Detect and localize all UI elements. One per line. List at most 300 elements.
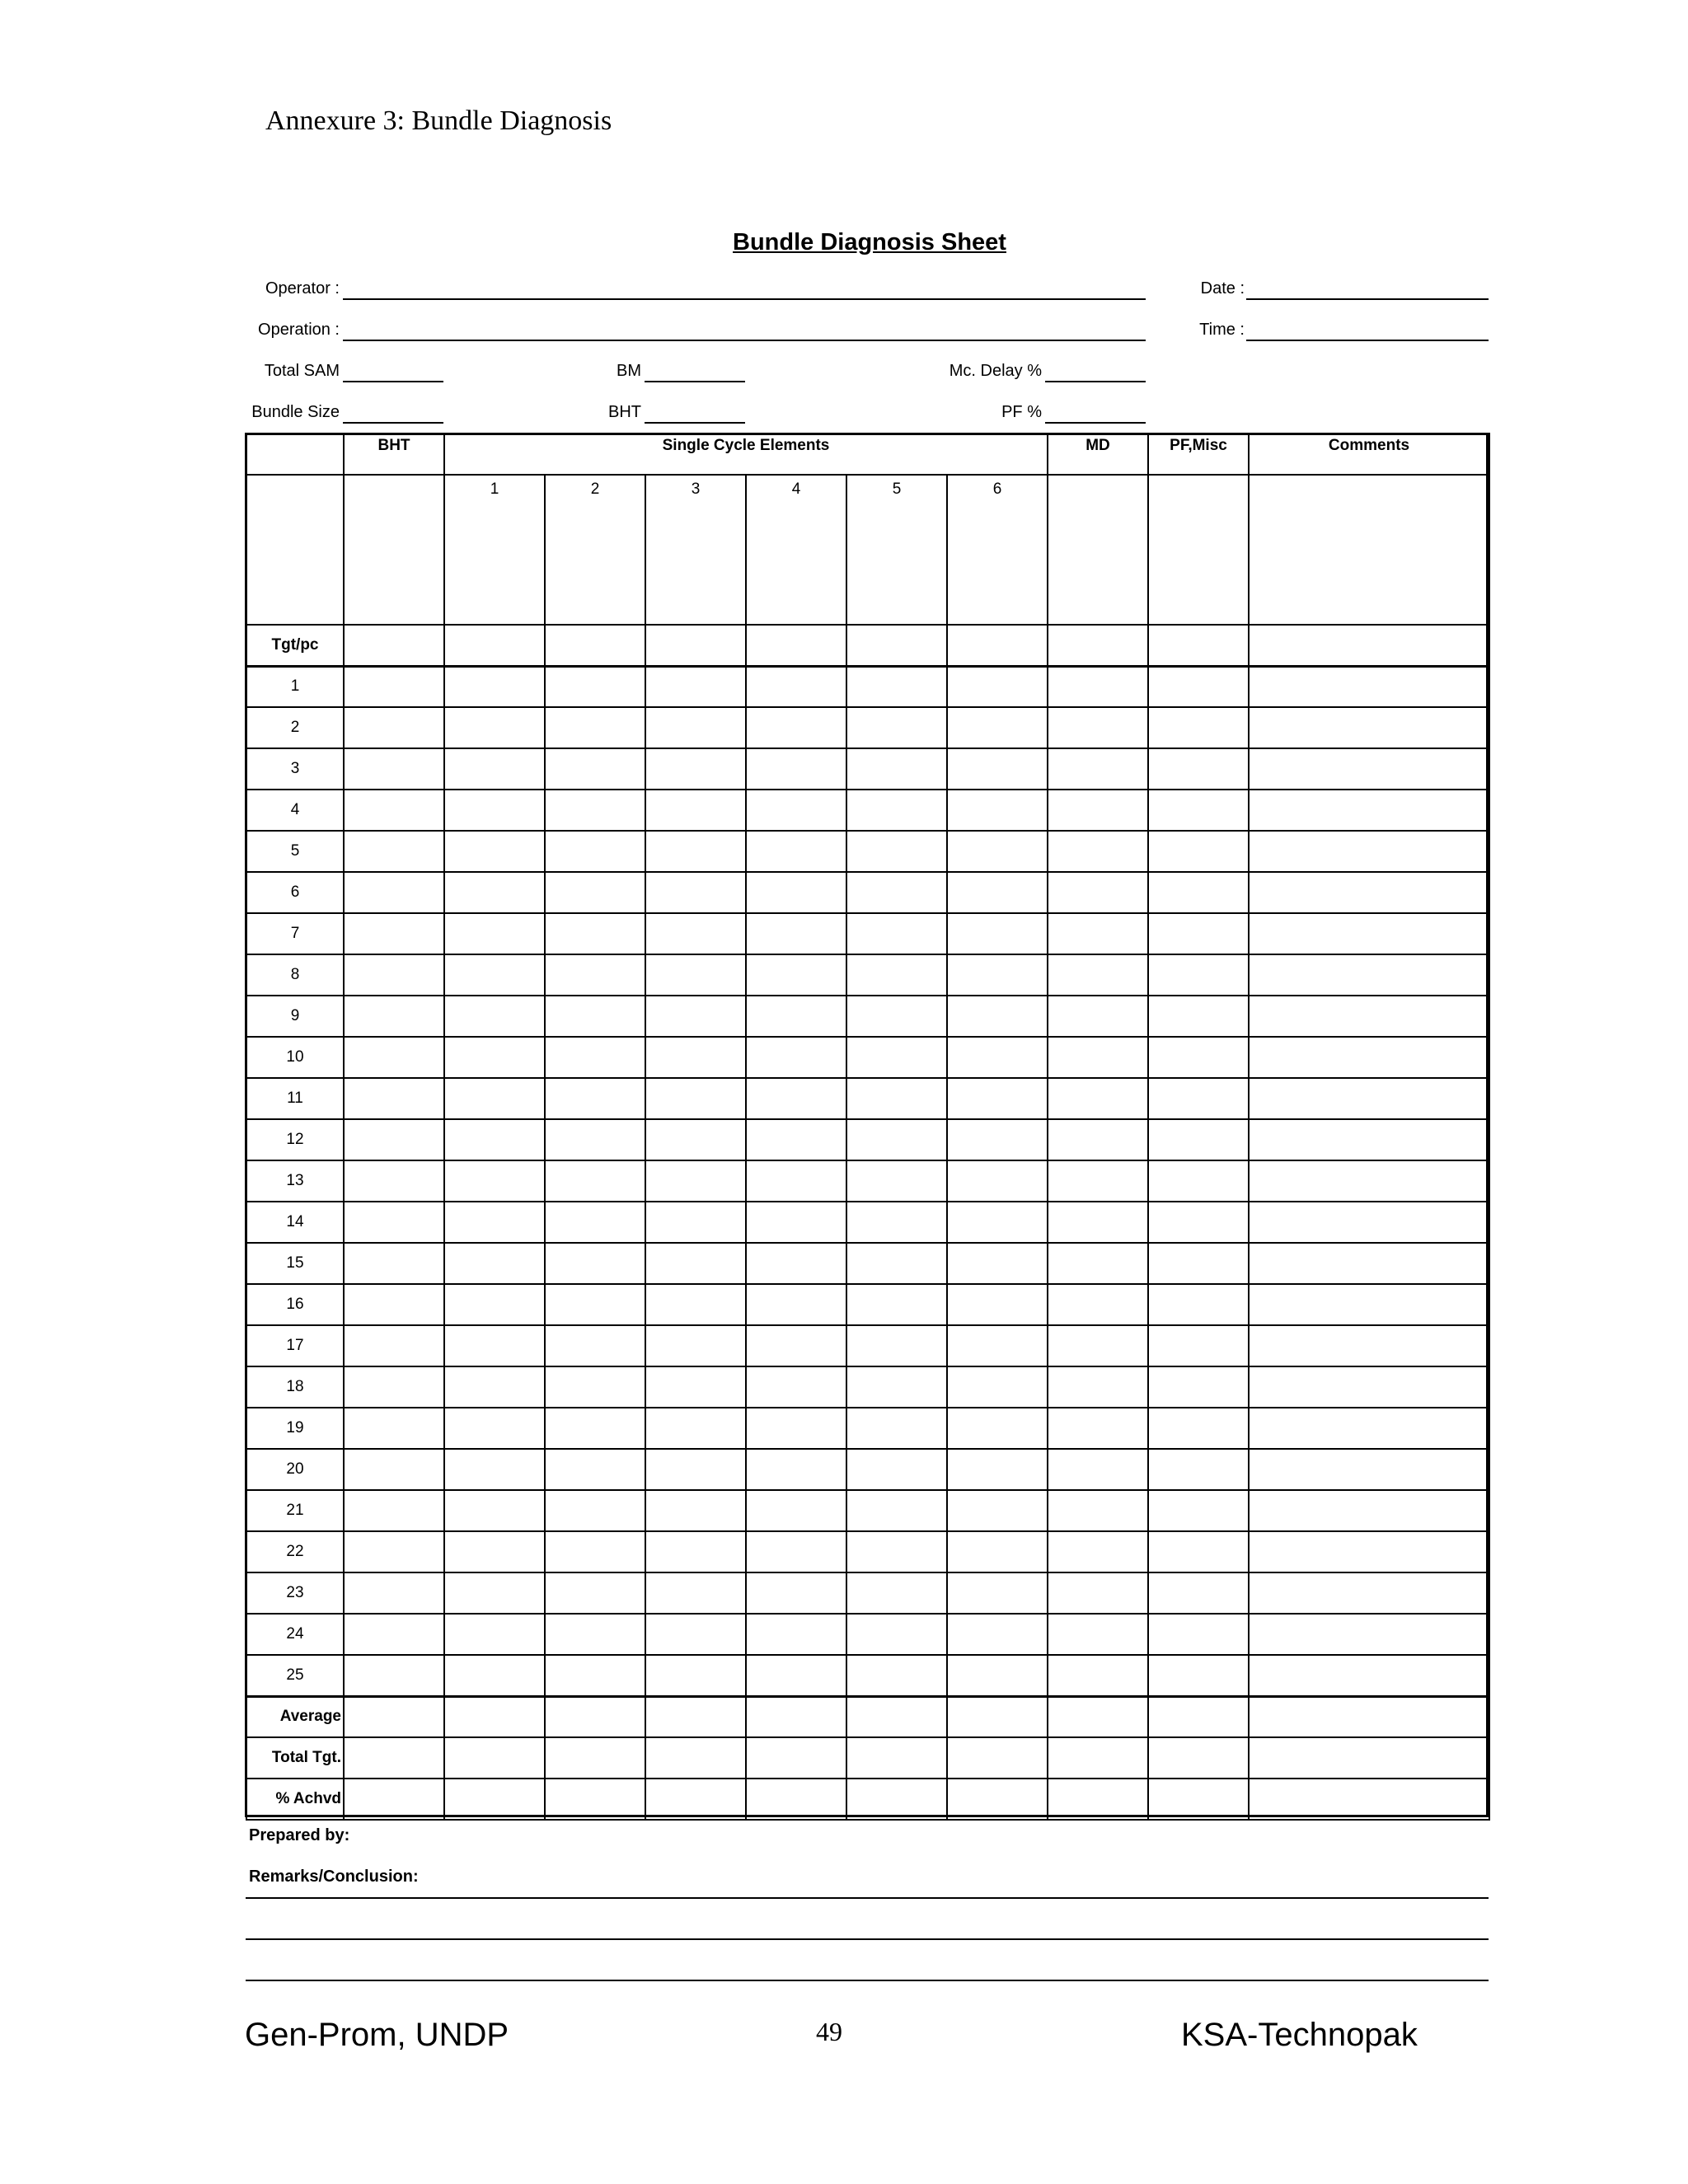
entry-cell[interactable] [645, 872, 746, 913]
entry-cell[interactable] [545, 1696, 645, 1737]
entry-cell[interactable] [746, 790, 846, 831]
entry-cell[interactable] [545, 1490, 645, 1531]
entry-cell[interactable] [1148, 1119, 1249, 1160]
entry-cell[interactable] [1148, 1202, 1249, 1243]
entry-cell[interactable] [444, 1037, 545, 1078]
target-cell[interactable] [746, 625, 846, 666]
entry-cell[interactable] [1249, 1490, 1489, 1531]
entry-cell[interactable] [1148, 1572, 1249, 1614]
entry-cell[interactable] [947, 790, 1048, 831]
entry-cell[interactable] [645, 1696, 746, 1737]
entry-cell[interactable] [846, 1284, 947, 1325]
entry-cell[interactable] [645, 954, 746, 996]
entry-cell[interactable] [344, 1366, 444, 1408]
target-cell[interactable] [545, 625, 645, 666]
entry-cell[interactable] [645, 1284, 746, 1325]
entry-cell[interactable] [444, 1572, 545, 1614]
entry-cell[interactable] [545, 954, 645, 996]
entry-cell[interactable] [1148, 790, 1249, 831]
entry-cell[interactable] [947, 1078, 1048, 1119]
entry-cell[interactable] [444, 1449, 545, 1490]
entry-cell[interactable] [1249, 1078, 1489, 1119]
entry-cell[interactable] [1148, 1408, 1249, 1449]
entry-cell[interactable] [344, 1655, 444, 1696]
entry-cell[interactable] [746, 748, 846, 790]
entry-cell[interactable] [545, 1737, 645, 1779]
entry-cell[interactable] [846, 1119, 947, 1160]
entry-cell[interactable] [344, 1449, 444, 1490]
entry-cell[interactable] [846, 1531, 947, 1572]
entry-cell[interactable] [1148, 1737, 1249, 1779]
entry-cell[interactable] [1249, 1284, 1489, 1325]
entry-cell[interactable] [545, 1655, 645, 1696]
entry-cell[interactable] [444, 790, 545, 831]
entry-cell[interactable] [344, 1160, 444, 1202]
entry-cell[interactable] [1148, 1779, 1249, 1820]
entry-cell[interactable] [645, 748, 746, 790]
entry-cell[interactable] [344, 1531, 444, 1572]
entry-cell[interactable] [645, 1202, 746, 1243]
entry-cell[interactable] [846, 1737, 947, 1779]
entry-cell[interactable] [947, 913, 1048, 954]
entry-cell[interactable] [1048, 666, 1148, 707]
entry-cell[interactable] [846, 1366, 947, 1408]
entry-cell[interactable] [1048, 1078, 1148, 1119]
entry-cell[interactable] [1148, 831, 1249, 872]
entry-cell[interactable] [444, 666, 545, 707]
entry-cell[interactable] [947, 1037, 1048, 1078]
entry-cell[interactable] [746, 707, 846, 748]
md-desc-cell[interactable] [1048, 475, 1148, 625]
entry-cell[interactable] [1249, 1366, 1489, 1408]
entry-cell[interactable] [1048, 1243, 1148, 1284]
entry-cell[interactable] [846, 1037, 947, 1078]
element-number[interactable]: 4 [746, 475, 846, 625]
entry-cell[interactable] [1148, 996, 1249, 1037]
entry-cell[interactable] [846, 1160, 947, 1202]
entry-cell[interactable] [545, 1037, 645, 1078]
entry-cell[interactable] [947, 1408, 1048, 1449]
entry-cell[interactable] [846, 1078, 947, 1119]
entry-cell[interactable] [645, 1531, 746, 1572]
entry-cell[interactable] [846, 872, 947, 913]
entry-cell[interactable] [1048, 1449, 1148, 1490]
entry-cell[interactable] [846, 790, 947, 831]
entry-cell[interactable] [545, 1449, 645, 1490]
entry-cell[interactable] [947, 872, 1048, 913]
entry-cell[interactable] [947, 1572, 1048, 1614]
entry-cell[interactable] [344, 1490, 444, 1531]
entry-cell[interactable] [1249, 954, 1489, 996]
entry-cell[interactable] [746, 1202, 846, 1243]
entry-cell[interactable] [545, 1531, 645, 1572]
entry-cell[interactable] [545, 1078, 645, 1119]
entry-cell[interactable] [545, 707, 645, 748]
entry-cell[interactable] [1048, 1284, 1148, 1325]
entry-cell[interactable] [645, 790, 746, 831]
entry-cell[interactable] [947, 1119, 1048, 1160]
entry-cell[interactable] [545, 831, 645, 872]
entry-cell[interactable] [746, 1779, 846, 1820]
entry-cell[interactable] [746, 1325, 846, 1366]
entry-cell[interactable] [947, 1779, 1048, 1820]
entry-cell[interactable] [1249, 666, 1489, 707]
entry-cell[interactable] [947, 1449, 1048, 1490]
entry-cell[interactable] [1249, 1408, 1489, 1449]
entry-cell[interactable] [846, 1490, 947, 1531]
element-number[interactable]: 3 [645, 475, 746, 625]
entry-cell[interactable] [344, 666, 444, 707]
entry-cell[interactable] [1048, 996, 1148, 1037]
mc-delay-field[interactable] [1045, 381, 1146, 382]
entry-cell[interactable] [947, 954, 1048, 996]
entry-cell[interactable] [645, 1325, 746, 1366]
entry-cell[interactable] [1148, 1325, 1249, 1366]
entry-cell[interactable] [545, 790, 645, 831]
pf-field[interactable] [1045, 422, 1146, 424]
entry-cell[interactable] [1048, 1408, 1148, 1449]
entry-cell[interactable] [1148, 1243, 1249, 1284]
entry-cell[interactable] [645, 831, 746, 872]
target-cell[interactable] [444, 625, 545, 666]
entry-cell[interactable] [444, 831, 545, 872]
entry-cell[interactable] [746, 1614, 846, 1655]
element-number[interactable]: 1 [444, 475, 545, 625]
entry-cell[interactable] [1048, 790, 1148, 831]
entry-cell[interactable] [1249, 1572, 1489, 1614]
entry-cell[interactable] [1048, 1737, 1148, 1779]
entry-cell[interactable] [1048, 831, 1148, 872]
bundle-size-field[interactable] [343, 422, 443, 424]
entry-cell[interactable] [846, 1449, 947, 1490]
entry-cell[interactable] [444, 913, 545, 954]
entry-cell[interactable] [1148, 1696, 1249, 1737]
entry-cell[interactable] [344, 1572, 444, 1614]
entry-cell[interactable] [1148, 666, 1249, 707]
entry-cell[interactable] [444, 1078, 545, 1119]
entry-cell[interactable] [746, 1243, 846, 1284]
entry-cell[interactable] [1148, 1614, 1249, 1655]
entry-cell[interactable] [1148, 1078, 1249, 1119]
entry-cell[interactable] [947, 1366, 1048, 1408]
entry-cell[interactable] [1148, 748, 1249, 790]
entry-cell[interactable] [1148, 1490, 1249, 1531]
entry-cell[interactable] [645, 1614, 746, 1655]
entry-cell[interactable] [846, 1408, 947, 1449]
entry-cell[interactable] [1048, 913, 1148, 954]
entry-cell[interactable] [1249, 996, 1489, 1037]
entry-cell[interactable] [947, 996, 1048, 1037]
entry-cell[interactable] [444, 1160, 545, 1202]
entry-cell[interactable] [1249, 1325, 1489, 1366]
element-number[interactable]: 2 [545, 475, 645, 625]
entry-cell[interactable] [746, 1037, 846, 1078]
date-field[interactable] [1246, 298, 1489, 300]
remarks-line-3[interactable] [246, 1980, 1489, 1981]
entry-cell[interactable] [746, 996, 846, 1037]
entry-cell[interactable] [1148, 1160, 1249, 1202]
entry-cell[interactable] [645, 1366, 746, 1408]
entry-cell[interactable] [846, 748, 947, 790]
entry-cell[interactable] [1048, 1325, 1148, 1366]
entry-cell[interactable] [1148, 1449, 1249, 1490]
entry-cell[interactable] [746, 913, 846, 954]
entry-cell[interactable] [1148, 913, 1249, 954]
entry-cell[interactable] [947, 1243, 1048, 1284]
entry-cell[interactable] [1249, 1449, 1489, 1490]
entry-cell[interactable] [746, 831, 846, 872]
target-cell[interactable] [1148, 625, 1249, 666]
entry-cell[interactable] [645, 1408, 746, 1449]
entry-cell[interactable] [1148, 1284, 1249, 1325]
entry-cell[interactable] [846, 1696, 947, 1737]
entry-cell[interactable] [846, 954, 947, 996]
entry-cell[interactable] [645, 1449, 746, 1490]
entry-cell[interactable] [947, 1325, 1048, 1366]
remarks-line-1[interactable] [246, 1897, 1489, 1899]
entry-cell[interactable] [746, 1284, 846, 1325]
entry-cell[interactable] [344, 1408, 444, 1449]
entry-cell[interactable] [1048, 1655, 1148, 1696]
entry-cell[interactable] [746, 1119, 846, 1160]
entry-cell[interactable] [947, 707, 1048, 748]
target-cell[interactable] [947, 625, 1048, 666]
entry-cell[interactable] [344, 1696, 444, 1737]
entry-cell[interactable] [344, 913, 444, 954]
entry-cell[interactable] [444, 1531, 545, 1572]
operation-field[interactable] [343, 340, 1146, 341]
entry-cell[interactable] [545, 996, 645, 1037]
target-cell[interactable] [1048, 625, 1148, 666]
entry-cell[interactable] [344, 1202, 444, 1243]
entry-cell[interactable] [1249, 872, 1489, 913]
entry-cell[interactable] [645, 996, 746, 1037]
entry-cell[interactable] [1048, 1160, 1148, 1202]
entry-cell[interactable] [1249, 831, 1489, 872]
entry-cell[interactable] [344, 954, 444, 996]
entry-cell[interactable] [344, 1037, 444, 1078]
element-number[interactable]: 6 [947, 475, 1048, 625]
entry-cell[interactable] [545, 1160, 645, 1202]
bht-desc-cell[interactable] [344, 475, 444, 625]
entry-cell[interactable] [545, 913, 645, 954]
entry-cell[interactable] [746, 1737, 846, 1779]
entry-cell[interactable] [1249, 1202, 1489, 1243]
entry-cell[interactable] [444, 1737, 545, 1779]
entry-cell[interactable] [1249, 1737, 1489, 1779]
entry-cell[interactable] [1249, 1243, 1489, 1284]
entry-cell[interactable] [947, 1284, 1048, 1325]
comments-desc-cell[interactable] [1249, 475, 1489, 625]
entry-cell[interactable] [1148, 1037, 1249, 1078]
entry-cell[interactable] [947, 1202, 1048, 1243]
entry-cell[interactable] [746, 1655, 846, 1696]
entry-cell[interactable] [444, 954, 545, 996]
entry-cell[interactable] [645, 1490, 746, 1531]
entry-cell[interactable] [1249, 707, 1489, 748]
entry-cell[interactable] [1048, 1366, 1148, 1408]
bht-field[interactable] [645, 422, 745, 424]
entry-cell[interactable] [444, 707, 545, 748]
target-cell[interactable] [846, 625, 947, 666]
entry-cell[interactable] [444, 748, 545, 790]
entry-cell[interactable] [746, 1160, 846, 1202]
target-cell[interactable] [645, 625, 746, 666]
entry-cell[interactable] [645, 913, 746, 954]
entry-cell[interactable] [444, 1614, 545, 1655]
entry-cell[interactable] [545, 666, 645, 707]
entry-cell[interactable] [444, 1325, 545, 1366]
entry-cell[interactable] [846, 1614, 947, 1655]
entry-cell[interactable] [344, 1284, 444, 1325]
entry-cell[interactable] [344, 1779, 444, 1820]
time-field[interactable] [1246, 340, 1489, 341]
entry-cell[interactable] [947, 1614, 1048, 1655]
entry-cell[interactable] [645, 1160, 746, 1202]
entry-cell[interactable] [746, 1572, 846, 1614]
entry-cell[interactable] [947, 1531, 1048, 1572]
entry-cell[interactable] [444, 1655, 545, 1696]
entry-cell[interactable] [1249, 1779, 1489, 1820]
entry-cell[interactable] [1148, 707, 1249, 748]
entry-cell[interactable] [1249, 1160, 1489, 1202]
total-sam-field[interactable] [343, 381, 443, 382]
entry-cell[interactable] [344, 1325, 444, 1366]
entry-cell[interactable] [846, 1572, 947, 1614]
entry-cell[interactable] [846, 996, 947, 1037]
entry-cell[interactable] [344, 1078, 444, 1119]
entry-cell[interactable] [947, 1490, 1048, 1531]
entry-cell[interactable] [444, 1243, 545, 1284]
entry-cell[interactable] [444, 1284, 545, 1325]
entry-cell[interactable] [344, 1737, 444, 1779]
entry-cell[interactable] [1048, 954, 1148, 996]
entry-cell[interactable] [1148, 1366, 1249, 1408]
target-cell[interactable] [344, 625, 444, 666]
entry-cell[interactable] [444, 1202, 545, 1243]
entry-cell[interactable] [846, 831, 947, 872]
entry-cell[interactable] [645, 1078, 746, 1119]
entry-cell[interactable] [846, 1243, 947, 1284]
entry-cell[interactable] [344, 996, 444, 1037]
entry-cell[interactable] [1048, 1614, 1148, 1655]
entry-cell[interactable] [746, 1366, 846, 1408]
target-cell[interactable] [1249, 625, 1489, 666]
entry-cell[interactable] [344, 790, 444, 831]
entry-cell[interactable] [645, 707, 746, 748]
entry-cell[interactable] [1048, 1490, 1148, 1531]
entry-cell[interactable] [1249, 1531, 1489, 1572]
pf-misc-desc-cell[interactable] [1148, 475, 1249, 625]
entry-cell[interactable] [444, 1779, 545, 1820]
entry-cell[interactable] [645, 1655, 746, 1696]
entry-cell[interactable] [545, 872, 645, 913]
entry-cell[interactable] [846, 1325, 947, 1366]
entry-cell[interactable] [746, 1696, 846, 1737]
entry-cell[interactable] [746, 1408, 846, 1449]
entry-cell[interactable] [444, 996, 545, 1037]
operator-field[interactable] [343, 298, 1146, 300]
entry-cell[interactable] [1148, 1531, 1249, 1572]
entry-cell[interactable] [344, 1614, 444, 1655]
entry-cell[interactable] [444, 1366, 545, 1408]
entry-cell[interactable] [1048, 1037, 1148, 1078]
entry-cell[interactable] [645, 1737, 746, 1779]
entry-cell[interactable] [947, 1160, 1048, 1202]
entry-cell[interactable] [545, 1408, 645, 1449]
entry-cell[interactable] [947, 831, 1048, 872]
entry-cell[interactable] [645, 1779, 746, 1820]
entry-cell[interactable] [645, 1243, 746, 1284]
entry-cell[interactable] [545, 1572, 645, 1614]
entry-cell[interactable] [846, 707, 947, 748]
entry-cell[interactable] [444, 1696, 545, 1737]
entry-cell[interactable] [1048, 748, 1148, 790]
entry-cell[interactable] [444, 1408, 545, 1449]
entry-cell[interactable] [645, 666, 746, 707]
element-number[interactable]: 5 [846, 475, 947, 625]
entry-cell[interactable] [1249, 1037, 1489, 1078]
entry-cell[interactable] [344, 1243, 444, 1284]
entry-cell[interactable] [1048, 1531, 1148, 1572]
entry-cell[interactable] [1048, 1572, 1148, 1614]
entry-cell[interactable] [1249, 790, 1489, 831]
entry-cell[interactable] [444, 872, 545, 913]
entry-cell[interactable] [1249, 748, 1489, 790]
entry-cell[interactable] [746, 1490, 846, 1531]
entry-cell[interactable] [1249, 1655, 1489, 1696]
entry-cell[interactable] [645, 1119, 746, 1160]
entry-cell[interactable] [444, 1490, 545, 1531]
entry-cell[interactable] [545, 1779, 645, 1820]
entry-cell[interactable] [947, 666, 1048, 707]
entry-cell[interactable] [444, 1119, 545, 1160]
entry-cell[interactable] [1048, 872, 1148, 913]
entry-cell[interactable] [1048, 707, 1148, 748]
entry-cell[interactable] [1249, 1119, 1489, 1160]
entry-cell[interactable] [344, 1119, 444, 1160]
entry-cell[interactable] [545, 1325, 645, 1366]
entry-cell[interactable] [1148, 1655, 1249, 1696]
entry-cell[interactable] [1148, 954, 1249, 996]
entry-cell[interactable] [1249, 1614, 1489, 1655]
entry-cell[interactable] [947, 748, 1048, 790]
entry-cell[interactable] [1048, 1202, 1148, 1243]
entry-cell[interactable] [1148, 872, 1249, 913]
entry-cell[interactable] [545, 1202, 645, 1243]
entry-cell[interactable] [1048, 1779, 1148, 1820]
entry-cell[interactable] [645, 1572, 746, 1614]
entry-cell[interactable] [746, 872, 846, 913]
entry-cell[interactable] [545, 1614, 645, 1655]
bm-field[interactable] [645, 381, 745, 382]
entry-cell[interactable] [545, 748, 645, 790]
entry-cell[interactable] [846, 1779, 947, 1820]
entry-cell[interactable] [344, 831, 444, 872]
entry-cell[interactable] [344, 872, 444, 913]
entry-cell[interactable] [1249, 1696, 1489, 1737]
entry-cell[interactable] [746, 1078, 846, 1119]
entry-cell[interactable] [947, 1655, 1048, 1696]
entry-cell[interactable] [545, 1366, 645, 1408]
entry-cell[interactable] [846, 1655, 947, 1696]
entry-cell[interactable] [344, 707, 444, 748]
entry-cell[interactable] [746, 1449, 846, 1490]
entry-cell[interactable] [746, 1531, 846, 1572]
remarks-line-2[interactable] [246, 1938, 1489, 1940]
entry-cell[interactable] [645, 1037, 746, 1078]
entry-cell[interactable] [846, 1202, 947, 1243]
